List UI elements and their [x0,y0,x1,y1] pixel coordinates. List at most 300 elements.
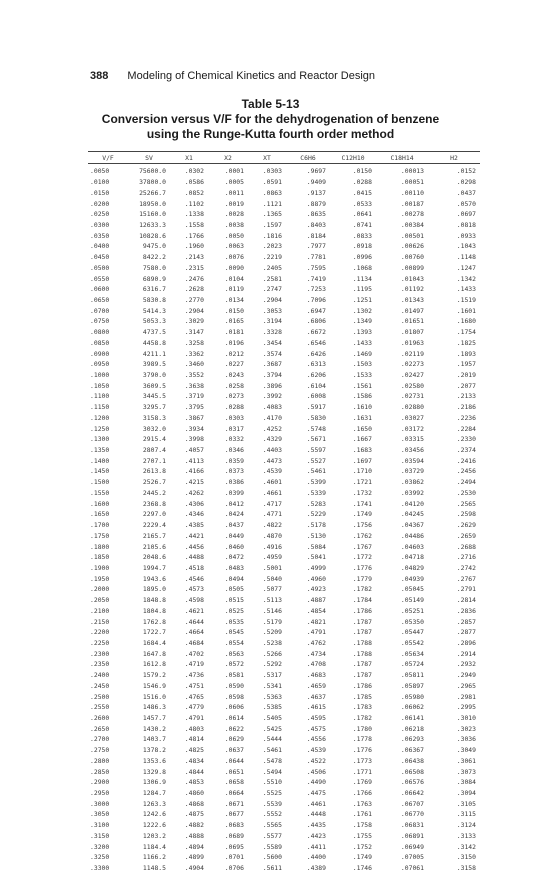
table-cell: 1994.7 [128,563,170,574]
table-cell: .2904 [248,295,286,306]
table-cell: .1251 [330,295,376,306]
table-cell: 7580.0 [128,262,170,273]
table-cell: .5385 [248,702,286,713]
table-cell: 2165.7 [128,530,170,541]
table-cell: .2330 [428,434,480,445]
table-cell: .4717 [248,498,286,509]
table-cell: .3300 [88,863,128,873]
table-cell: .1787 [330,659,376,670]
table-cell: .2900 [88,777,128,788]
table-cell: .2814 [428,595,480,606]
table-cell: .4473 [248,455,286,466]
table-cell: .0818 [428,220,480,231]
table-cell: .1788 [330,638,376,649]
table-cell: .0641 [330,209,376,220]
table-cell: .05149 [376,595,428,606]
table-cell: .1787 [330,627,376,638]
table-cell: .0598 [208,691,248,702]
table-body [88,164,480,873]
table-row [88,187,480,198]
table-cell: .0505 [208,584,248,595]
table-cell: .2133 [428,391,480,402]
table-cell: .1957 [428,359,480,370]
table-row [88,220,480,231]
table-cell: .4999 [286,563,330,574]
table-cell: .1749 [330,852,376,863]
table-cell: 2048.6 [128,552,170,563]
table-cell: 75600.0 [128,164,170,177]
table-cell: .1195 [330,284,376,295]
table-cell: .5748 [286,423,330,434]
table-cell: .0500 [88,262,128,273]
table-cell: .2494 [428,477,480,488]
table-cell: .0181 [208,327,248,338]
table-cell: .05980 [376,691,428,702]
table-row [88,670,480,681]
table-cell: .4683 [286,670,330,681]
table-cell: .5130 [286,530,330,541]
table-cell: 6890.9 [128,273,170,284]
table-cell: .4166 [170,466,208,477]
table-cell: .2836 [428,605,480,616]
table-cell: .4882 [170,820,208,831]
table-row [88,413,480,424]
table-cell: .1783 [330,702,376,713]
table-cell: .0346 [208,445,248,456]
table-cell: .00501 [376,230,428,241]
table-cell: .2896 [428,638,480,649]
table-cell: .0038 [208,220,248,231]
table-cell: .3896 [248,380,286,391]
table-cell: .05350 [376,616,428,627]
table-cell: .2700 [88,734,128,745]
table-row [88,530,480,541]
table-cell: 1284.7 [128,788,170,799]
table-cell: .4814 [170,734,208,745]
table-cell: .0302 [170,164,208,177]
table-cell: .3094 [428,788,480,799]
table-cell: .00899 [376,262,428,273]
table-cell: .5611 [248,863,286,873]
table-cell: .4664 [170,627,208,638]
table-row [88,777,480,788]
table-cell: .2850 [88,766,128,777]
table-cell: .0677 [208,809,248,820]
table-cell: .03315 [376,434,428,445]
table-cell: .1433 [330,338,376,349]
table-row [88,370,480,381]
table-header [88,152,480,164]
table-cell: .6426 [286,348,330,359]
table-cell: .4888 [170,831,208,842]
table-cell: .1710 [330,466,376,477]
table-cell: .0472 [208,552,248,563]
table-cell: .05811 [376,670,428,681]
table-cell: 9475.0 [128,241,170,252]
table-row [88,445,480,456]
table-cell: .1550 [88,488,128,499]
table-cell: .1752 [330,841,376,852]
table-cell: 3158.3 [128,413,170,424]
table-cell: .4868 [170,798,208,809]
table-cell: .4916 [248,541,286,552]
table-cell: .2565 [428,498,480,509]
table-cell: .4923 [286,584,330,595]
table-cell: 15160.0 [128,209,170,220]
table-cell: .2800 [88,756,128,767]
table-cell: .4853 [170,777,208,788]
table-row [88,348,480,359]
table-row [88,284,480,295]
table-cell: .2284 [428,423,480,434]
table-cell: .2914 [428,648,480,659]
table-cell: .2143 [170,252,208,263]
table-row [88,391,480,402]
table-cell: .1763 [330,798,376,809]
table-cell: .0090 [208,262,248,273]
table-cell: .3053 [248,305,286,316]
table-row [88,198,480,209]
table-cell: .05542 [376,638,428,649]
column-header: SV [128,152,170,164]
table-cell: .1776 [330,745,376,756]
table-cell: .1741 [330,498,376,509]
table-cell: .0550 [88,273,128,284]
table-row [88,584,480,595]
table-cell: .3638 [170,380,208,391]
table-cell: .1561 [330,380,376,391]
table-cell: .4736 [170,670,208,681]
running-title: Modeling of Chemical Kinetics and Reactor Design [127,70,375,82]
table-cell: .3328 [248,327,286,338]
table-row [88,702,480,713]
table-cell: .4057 [170,445,208,456]
table-cell: .4762 [286,638,330,649]
table-cell: .00110 [376,187,428,198]
table-cell: .1519 [428,295,480,306]
table-cell: .3552 [170,370,208,381]
table-cell: .4456 [170,541,208,552]
table-cell: .4170 [248,413,286,424]
table-row [88,423,480,434]
table-cell: .4113 [170,455,208,466]
table-cell: .2416 [428,455,480,466]
column-header: C6H6 [286,152,330,164]
table-cell: 1804.8 [128,605,170,616]
table-cell: .1500 [88,477,128,488]
table-row [88,627,480,638]
table-cell: .02119 [376,348,428,359]
table-cell: .5405 [248,713,286,724]
table-cell: .0996 [330,252,376,263]
table-cell: .00278 [376,209,428,220]
table-cell: 1722.7 [128,627,170,638]
table-cell: .1250 [88,423,128,434]
table-row [88,756,480,767]
table-cell: .4215 [170,477,208,488]
table-cell: .0317 [208,423,248,434]
table-row [88,713,480,724]
table-cell: .0373 [208,466,248,477]
table-cell: .8879 [286,198,330,209]
table-cell: .06576 [376,777,428,788]
table-cell: 1612.8 [128,659,170,670]
table-cell: .1597 [248,220,286,231]
table-cell: .0494 [208,573,248,584]
table-cell: .00187 [376,198,428,209]
table-cell: .1755 [330,831,376,842]
table-cell: .0644 [208,756,248,767]
table-cell: 1943.6 [128,573,170,584]
table-cell: .4435 [286,820,330,831]
table-cell: .1756 [330,520,376,531]
table-cell: .2628 [170,284,208,295]
table-cell: .6104 [286,380,330,391]
table-cell: .1349 [330,316,376,327]
table-cell: .4601 [248,477,286,488]
table-cell: .0650 [88,295,128,306]
table-cell: .0570 [428,198,480,209]
table-cell: 2229.4 [128,520,170,531]
table-cell: .06508 [376,766,428,777]
table-cell: .4448 [286,809,330,820]
table-row [88,338,480,349]
table-cell: .0100 [88,177,128,188]
table-cell: .1350 [88,445,128,456]
table-cell: .3150 [428,852,480,863]
table-cell: .6206 [286,370,330,381]
table-cell: 2613.8 [128,466,170,477]
table-cell: .4844 [170,766,208,777]
table-cell: .2456 [428,466,480,477]
table-row [88,520,480,531]
table-cell: .3050 [88,809,128,820]
table-cell: .1680 [428,316,480,327]
table-cell: 3032.0 [128,423,170,434]
table-cell: .5461 [286,466,330,477]
table-cell: .1600 [88,498,128,509]
table-cell: .5341 [248,681,286,692]
table-cell: .6947 [286,305,330,316]
table-cell: .3574 [248,348,286,359]
table-cell: .1786 [330,605,376,616]
table-cell: .3150 [88,831,128,842]
table-cell: .7781 [286,252,330,263]
table-cell: .0918 [330,241,376,252]
table-cell: .0697 [428,209,480,220]
table-cell: 5053.3 [128,316,170,327]
table-cell: .5577 [248,831,286,842]
table-cell: .0700 [88,305,128,316]
table-cell: .1750 [88,530,128,541]
table-cell: .0750 [88,316,128,327]
table-cell: .2932 [428,659,480,670]
table-cell: .0415 [330,187,376,198]
table-cell: .7253 [286,284,330,295]
table-cell: .1365 [248,209,286,220]
table-row [88,745,480,756]
table-cell: 5414.3 [128,305,170,316]
table-cell: .0664 [208,788,248,799]
table-cell: .0600 [88,284,128,295]
table-cell: .4870 [248,530,286,541]
table-cell: .0591 [248,177,286,188]
table-row [88,316,480,327]
table-cell: .0586 [170,177,208,188]
table-cell: .3998 [170,434,208,445]
table-cell: .3115 [428,809,480,820]
table-row [88,402,480,413]
table-cell: .5041 [286,552,330,563]
table-cell: .8635 [286,209,330,220]
table-row [88,563,480,574]
table-row [88,820,480,831]
table-row [88,734,480,745]
table-cell: .3029 [170,316,208,327]
table-cell: .0399 [208,488,248,499]
table-cell: .1788 [330,648,376,659]
table-cell: .4522 [286,756,330,767]
table-cell: .2598 [428,509,480,520]
table-cell: .2050 [88,595,128,606]
table-cell: .4771 [248,509,286,520]
table-cell: .0300 [88,220,128,231]
table-cell: .0572 [208,659,248,670]
table-row [88,552,480,563]
table-cell: .0359 [208,455,248,466]
table-cell: .7419 [286,273,330,284]
table-cell: 1184.4 [128,841,170,852]
table-cell: .0134 [208,295,248,306]
table-cell: .7977 [286,241,330,252]
table-cell: .3795 [170,402,208,413]
table-cell: .06949 [376,841,428,852]
table-cell: .2236 [428,413,480,424]
table-cell: .4791 [286,627,330,638]
table-cell: .2450 [88,681,128,692]
table-cell: .00013 [376,164,428,177]
table-row [88,455,480,466]
table-cell: .2750 [88,745,128,756]
table-cell: .4518 [170,563,208,574]
table-cell: .3000 [88,798,128,809]
table-cell: .0658 [208,777,248,788]
table-cell: .4960 [286,573,330,584]
table-cell: 1684.4 [128,638,170,649]
table-cell: .0303 [208,413,248,424]
table-cell: .1200 [88,413,128,424]
table-cell: 2105.6 [128,541,170,552]
column-header: XT [248,152,286,164]
column-header: C18H14 [376,152,428,164]
table-cell: .0554 [208,638,248,649]
table-cell: .0701 [208,852,248,863]
table-cell: .0637 [208,745,248,756]
table-row [88,209,480,220]
table-cell: .06891 [376,831,428,842]
table-cell: .2100 [88,605,128,616]
table-row [88,766,480,777]
table-cell: .3158 [428,863,480,873]
table-cell: 1486.3 [128,702,170,713]
table-cell: .4329 [248,434,286,445]
table-cell: .0350 [88,230,128,241]
table-cell: 1166.2 [128,852,170,863]
table-row [88,509,480,520]
table-cell: .2688 [428,541,480,552]
table-cell: 10828.6 [128,230,170,241]
table-cell: .3105 [428,798,480,809]
table-cell: .0629 [208,734,248,745]
table-row [88,241,480,252]
table-row [88,359,480,370]
table-cell: .2350 [88,659,128,670]
table-cell: .0671 [208,798,248,809]
table-cell: .0150 [330,164,376,177]
table-cell: .1786 [330,681,376,692]
table-cell: .5527 [286,455,330,466]
table-cell: .5597 [286,445,330,456]
table-cell: .04939 [376,573,428,584]
table-cell: .4423 [286,831,330,842]
table-row [88,273,480,284]
table-cell: .06062 [376,702,428,713]
table-cell: .5001 [248,563,286,574]
table-cell: .01963 [376,338,428,349]
table-cell: .2476 [170,273,208,284]
table-cell: .3147 [170,327,208,338]
table-cell: .2767 [428,573,480,584]
table-cell: .4684 [170,638,208,649]
table-cell: .0706 [208,863,248,873]
table-cell: .5363 [248,691,286,702]
table-cell: .05724 [376,659,428,670]
table-cell: .1787 [330,616,376,627]
table-cell: .03992 [376,488,428,499]
table-cell: .6008 [286,391,330,402]
table-cell: .5917 [286,402,330,413]
table-cell: 12633.3 [128,220,170,231]
table-cell: 1762.8 [128,616,170,627]
table-cell: .3200 [88,841,128,852]
table-cell: .0011 [208,187,248,198]
table-cell: .4346 [170,509,208,520]
table-cell: .0581 [208,670,248,681]
column-header: C12H10 [330,152,376,164]
table-cell: .2600 [88,713,128,724]
table-row [88,164,480,177]
table-cell: 4211.1 [128,348,170,359]
table-cell: .1400 [88,455,128,466]
table-cell: .5494 [248,766,286,777]
table-cell: .05634 [376,648,428,659]
table-cell: .1610 [330,402,376,413]
table-cell: .4661 [248,488,286,499]
table-cell: .1773 [330,756,376,767]
table-cell: .1150 [88,402,128,413]
table-cell: .5589 [248,841,286,852]
table-cell: .00626 [376,241,428,252]
table-cell: .4475 [286,788,330,799]
table-cell: .4765 [170,691,208,702]
table-row [88,831,480,842]
table-cell: .1749 [330,509,376,520]
table-cell: .1825 [428,338,480,349]
table-cell: .5399 [286,477,330,488]
table-cell: .1785 [330,691,376,702]
table-cell: .0437 [208,520,248,531]
table-cell: .0288 [330,177,376,188]
